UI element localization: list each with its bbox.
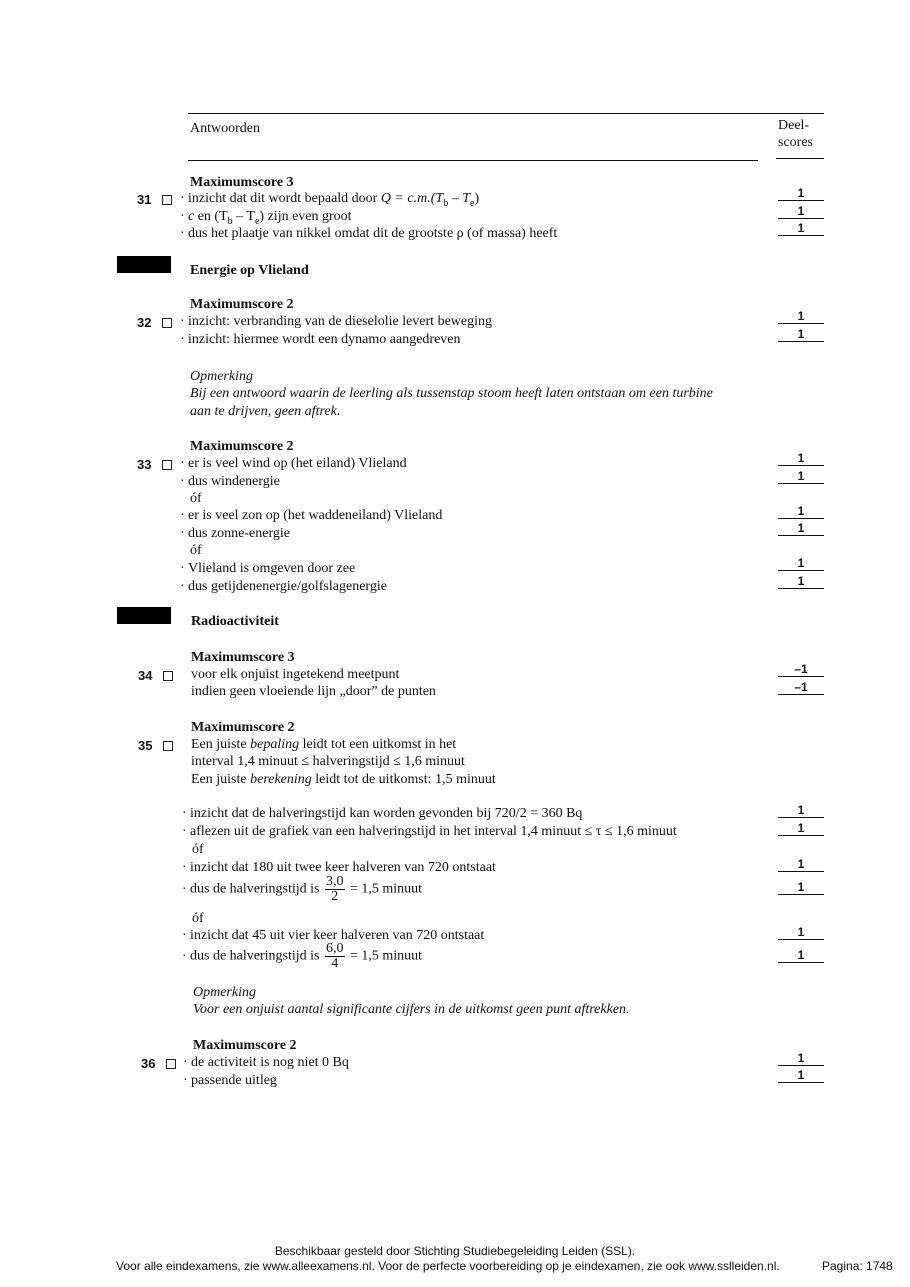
q35-line4: · dus de halveringstijd is $\frac{3,0}{2}$ = 1,5 minuut [182, 874, 423, 904]
q34-score-2: –1 [778, 680, 824, 695]
q32-number: 32 [137, 315, 152, 330]
q31-checkbox[interactable] [162, 195, 172, 205]
q34-maxscore: Maximumscore 3 [191, 650, 295, 665]
q35-score-5: 1 [778, 925, 824, 940]
q35-or-1: óf [192, 842, 204, 857]
q31-maxscore: Maximumscore 3 [190, 175, 294, 190]
q33-line1: · er is veel wind op (het eiland) Vlieland [180, 456, 407, 471]
q32-remark-line1: Bij een antwoord waarin de leerling als tussenstap stoom heeft laten ontstaan om een turbine [190, 386, 713, 401]
section-title-radioactiviteit: Radioactiviteit [191, 614, 279, 629]
q35-checkbox[interactable] [163, 741, 173, 751]
q32-score-1: 1 [778, 309, 824, 324]
q36-checkbox[interactable] [166, 1059, 176, 1069]
q32-remark-title: Opmerking [190, 369, 253, 384]
q31-number: 31 [137, 192, 152, 207]
q35-para1: Een juiste bepaling leidt tot een uitkomst in het [191, 737, 457, 752]
q33-line3: · er is veel zon op (het waddeneiland) Vlieland [180, 508, 443, 523]
q35-score-6: 1 [778, 948, 824, 963]
q31-score-1: 1 [778, 186, 824, 201]
q33-score-5: 1 [778, 556, 824, 571]
q31-score-2: 1 [778, 204, 824, 219]
header-scores-label: scores [778, 135, 813, 150]
q35-remark-title: Opmerking [193, 985, 256, 1000]
q33-score-4: 1 [778, 521, 824, 536]
q35-number: 35 [138, 738, 153, 753]
q35-maxscore: Maximumscore 2 [191, 720, 295, 735]
q32-checkbox[interactable] [162, 318, 172, 328]
q32-score-2: 1 [778, 327, 824, 342]
q35-line1: · inzicht dat de halveringstijd kan worden gevonden bij 720/2 = 360 Bq [182, 806, 583, 821]
q33-score-2: 1 [778, 469, 824, 484]
q35-line6: · dus de halveringstijd is $\frac{6,0}{4}$ = 1,5 minuut [182, 941, 423, 971]
q33-line6: · dus getijdenenergie/golfslagenergie [180, 579, 387, 594]
q36-number: 36 [141, 1056, 156, 1071]
footer-line1: Beschikbaar gesteld door Stichting Studiebegeleiding Leiden (SSL). [274, 1244, 636, 1258]
q33-or-1: óf [190, 491, 202, 506]
q33-line4: · dus zonne-energie [180, 526, 290, 541]
q32-remark-line2: aan te drijven, geen aftrek. [190, 404, 341, 419]
q36-line1: · de activiteit is nog niet 0 Bq [183, 1055, 349, 1070]
q31-score-3: 1 [778, 221, 824, 236]
q35-score-1: 1 [778, 803, 824, 818]
q34-number: 34 [138, 668, 153, 683]
q33-line5: · Vlieland is omgeven door zee [180, 561, 356, 576]
header-deel-label: Deel- [778, 118, 810, 133]
q33-score-3: 1 [778, 504, 824, 519]
section-title-energie: Energie op Vlieland [190, 263, 309, 278]
q35-para2: interval 1,4 minuut ≤ halveringstijd ≤ 1,6 minuut [191, 754, 465, 769]
footer-line2: Voor alle eindexamens, zie www.alleexamens.nl. Voor de perfecte voorbereiding op je eindexamen, zie ook www.sslleiden.nl. [116, 1259, 780, 1273]
q34-line2: indien geen vloeiende lijn „door” de punten [191, 684, 436, 699]
q31-line3: · dus het plaatje van nikkel omdat dit de grootste ρ (of massa) heeft [180, 226, 558, 241]
q33-score-6: 1 [778, 574, 824, 589]
header-scores-rule [776, 158, 824, 159]
q35-score-4: 1 [778, 880, 824, 895]
header-answers-label: Antwoorden [190, 121, 260, 136]
q35-score-2: 1 [778, 821, 824, 836]
q36-score-2: 1 [778, 1068, 824, 1083]
q35-para3: Een juiste berekening leidt tot de uitkomst: 1,5 minuut [191, 772, 496, 787]
q34-checkbox[interactable] [163, 671, 173, 681]
q31-line1: · inzicht dat dit wordt bepaald door $Q = c.m.(T_b - T_e)$ [180, 191, 480, 209]
q35-fraction-1: $\frac{3,0}{2}$ [326, 874, 344, 904]
header-top-rule [188, 113, 824, 114]
q35-line5: · inzicht dat 45 uit vier keer halveren van 720 ontstaat [182, 928, 485, 943]
q34-score-1: –1 [778, 662, 824, 677]
header-bottom-rule [188, 160, 758, 161]
q33-or-2: óf [190, 543, 202, 558]
q35-fraction-2: $\frac{6,0}{4}$ [326, 941, 344, 971]
q35-line2: · aflezen uit de grafiek van een halveringstijd in het interval 1,4 minuut ≤ τ ≤ 1,6 minuut [182, 824, 677, 839]
q36-score-1: 1 [778, 1051, 824, 1066]
q33-checkbox[interactable] [162, 460, 172, 470]
q36-maxscore: Maximumscore 2 [193, 1038, 297, 1053]
q35-score-3: 1 [778, 857, 824, 872]
q33-number: 33 [137, 457, 152, 472]
q33-line2: · dus windenergie [180, 474, 280, 489]
q32-line1: · inzicht: verbranding van de dieselolie levert beweging [180, 314, 493, 329]
q32-line2: · inzicht: hiermee wordt een dynamo aangedreven [180, 332, 461, 347]
q33-score-1: 1 [778, 451, 824, 466]
q35-remark-line1: Voor een onjuist aantal significante cijfers in de uitkomst geen punt aftrekken. [193, 1002, 630, 1017]
q32-maxscore: Maximumscore 2 [190, 297, 294, 312]
section-marker-bar [117, 256, 171, 273]
q31-line2: · c en $(T_b - T_e)$ zijn even groot [180, 209, 352, 227]
q35-line3: · inzicht dat 180 uit twee keer halveren van 720 ontstaat [182, 860, 496, 875]
q36-line2: · passende uitleg [183, 1073, 277, 1088]
footer-page-number: Pagina: 1748 [822, 1259, 893, 1273]
section-marker-bar [117, 607, 171, 624]
q34-line1: voor elk onjuist ingetekend meetpunt [191, 667, 400, 682]
q35-or-2: óf [192, 911, 204, 926]
q33-maxscore: Maximumscore 2 [190, 439, 294, 454]
